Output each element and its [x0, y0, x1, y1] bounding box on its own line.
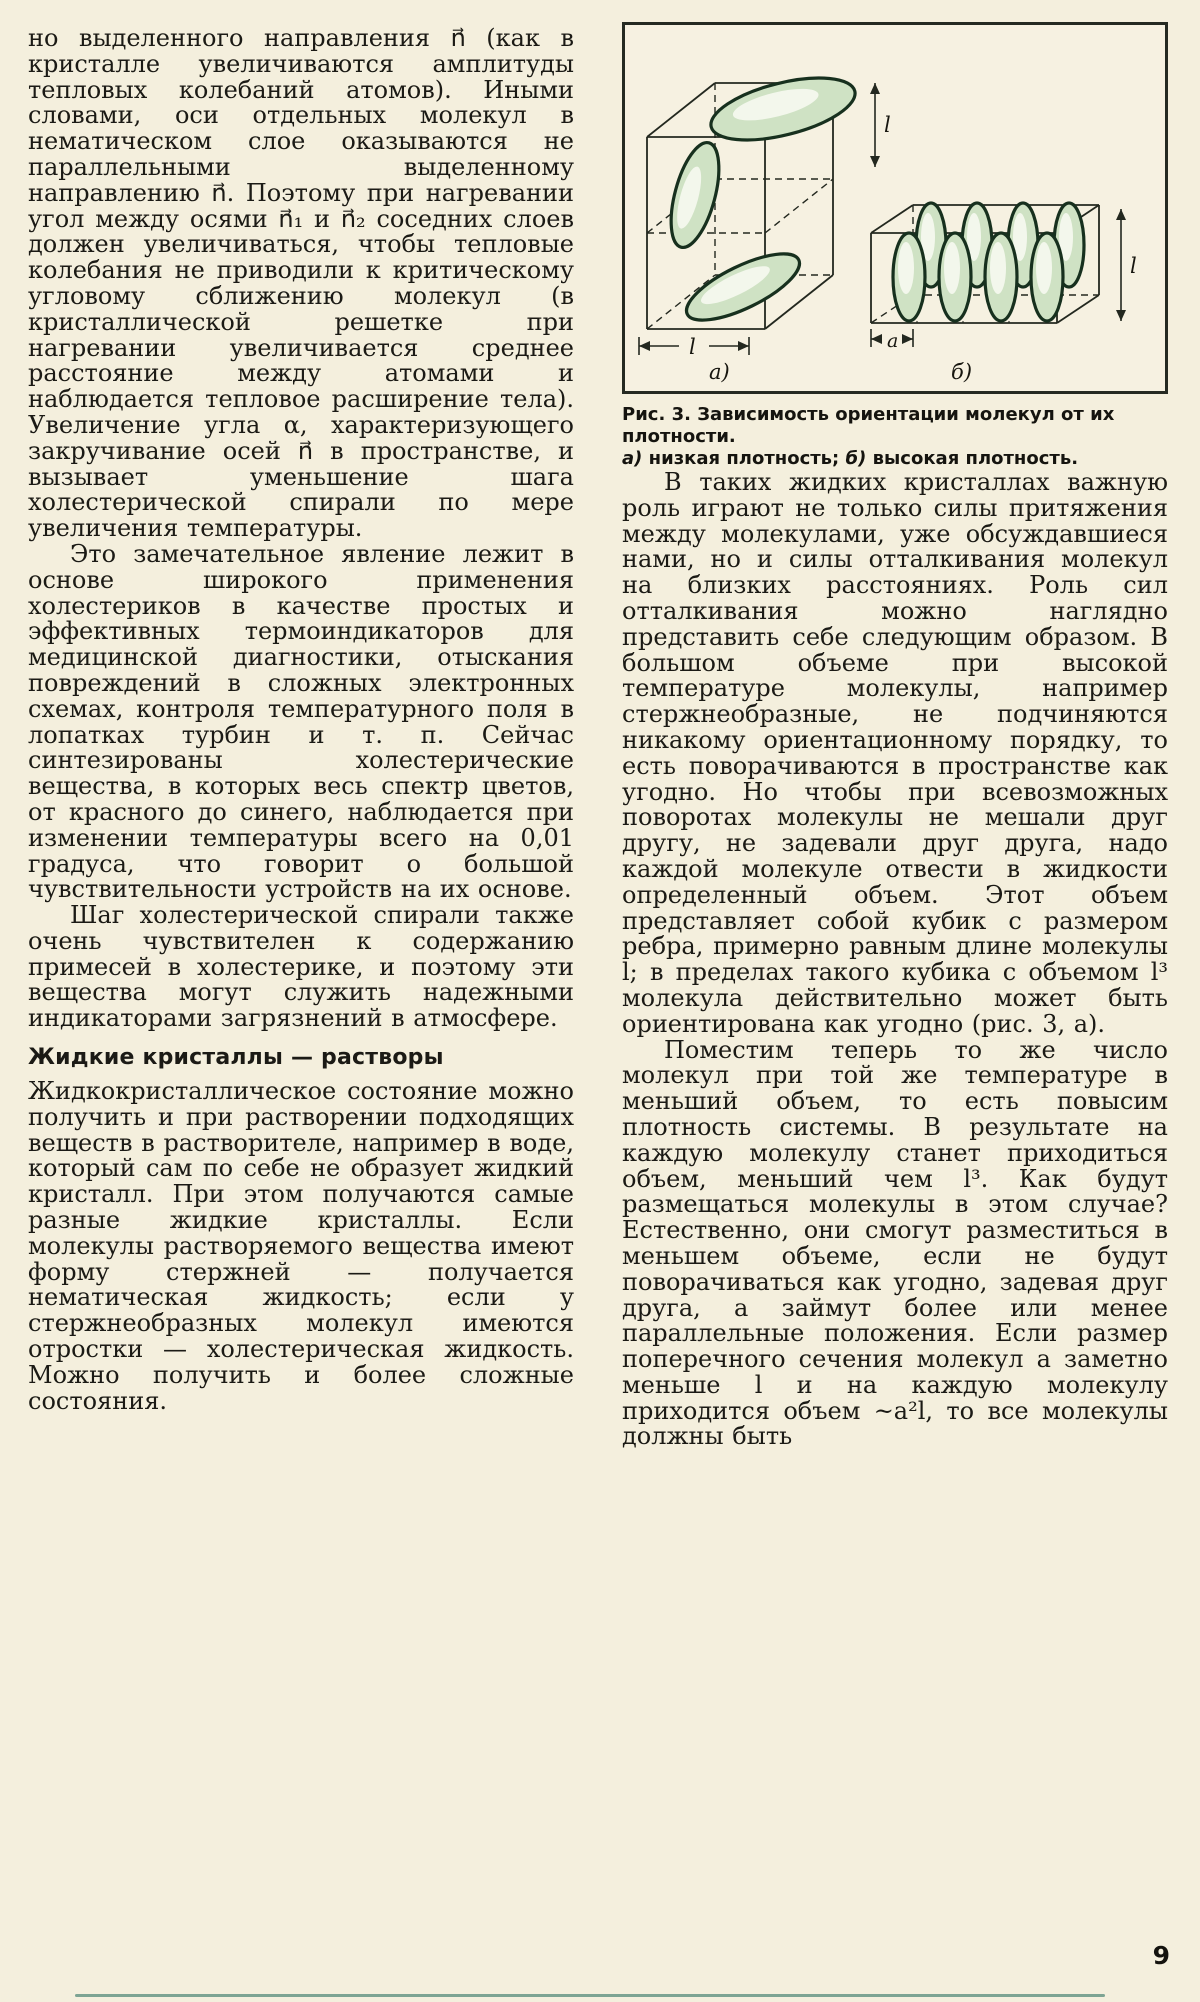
- molecule-ellipsoid: [985, 233, 1017, 321]
- figure-caption-label-b: б): [845, 448, 867, 469]
- page-bottom-scan-line: [75, 1994, 1105, 1997]
- right-column: [622, 22, 1168, 1450]
- paragraph: Это замечательное явление лежит в основе широкого применения холестериков в качестве простых и эффективных термоиндикаторов для медицинской диагностики, отыскания повреждений в сложных электронных схемах, контроля температурного поля в лопатках турбин и т. п. Сейчас синтезированы холестерические вещества, в которых весь спектр цветов, от красного до синего, наблюдается при изменении температуры всего на 0,01 градуса, что говорит о большой чувствительности устройств на их основе.: [28, 539, 574, 904]
- dimension-a: [871, 329, 913, 352]
- figure-caption-text-a: низкая плотность;: [648, 448, 840, 469]
- figure-caption-label-a: а): [622, 448, 643, 469]
- dimension-label-l: l: [1130, 254, 1137, 278]
- paragraph: В таких жидких кристаллах важную роль играют не только силы притяжения между молекулами, уже обсуждавшиеся нами, но и силы отталкивания молекул на близких расстояниях. Роль сил отталкивания можно наглядно представить себе следующим образом. В большом объеме при высокой температуре молекулы, например стержнеобразные, не подчиняются никакому ориентационному порядку, то есть поворачиваются в пространстве как угодно. Но чтобы при всевозможных поворотах молекулы не мешали друг другу, не задевали друг друга, надо каждой молекуле отвести в жидкости определенный объем. Этот объем представляет собой кубик с размером ребра, примерно равным длине молекулы l; в пределах такого кубика с объемом l³ молекула действительно может быть ориентирована как угодно (рис. 3, а).: [622, 468, 1168, 1038]
- paragraph: но выделенного направления n⃗ (как в кристалле увеличиваются амплитуды тепловых колебаний атомов). Иными словами, оси отдельных молекул в нематическом слое оказываются не параллельными выделенному направлению n⃗. Поэтому при нагревании угол между осями n⃗₁ и n⃗₂ соседних слоев должен увеличиваться, чтобы тепловые колебания не приводили к критическому угловому сближению молекул (в кристаллической решетке при нагревании увеличивается среднее расстояние между атомами и наблюдается тепловое расширение тела). Увеличение угла α, характеризующего закручивание осей n⃗ в пространстве, и вызывает уменьшение шага холестерической спирали по мере увеличения температуры.: [28, 24, 574, 543]
- paragraph: Шаг холестерической спирали также очень чувствителен к содержанию примесей в холестерике, и поэтому эти вещества могут служить надежными индикаторами загрязнений в атмосфере.: [28, 901, 574, 1033]
- page-number: 9: [1152, 1941, 1170, 1970]
- dimension-l-top: [870, 83, 891, 167]
- dimension-l-bottom: [639, 335, 749, 359]
- molecule-ellipsoid: [939, 233, 971, 321]
- dimension-label-l: l: [884, 113, 891, 137]
- molecule-ellipsoid: [893, 233, 925, 321]
- figure-3-drawing: [625, 25, 1165, 391]
- figure-frame: [622, 22, 1168, 394]
- molecule-ellipsoid: [705, 66, 861, 152]
- figure-caption-legend: [622, 448, 1168, 470]
- figure-caption-title: Рис. 3. Зависимость ориентации молекул от их плотности.: [622, 404, 1115, 447]
- figure-caption-text-b: высокая плотность.: [872, 448, 1079, 469]
- molecule-ellipsoid: [1031, 233, 1063, 321]
- dimension-label-a: a: [887, 330, 899, 352]
- molecule-ellipsoid: [678, 241, 808, 333]
- molecule-ellipsoid: [662, 138, 729, 253]
- paragraph: Жидкокристаллическое состояние можно получить и при растворении подходящих веществ в растворителе, например в воде, который сам по себе не образует жидкий кристалл. При этом получаются самые разные жидкие кристаллы. Если молекулы растворяемого вещества имеют форму стержней — получается нематическая жидкость; если у стержнеобразных молекул имеются отростки — холестерическая жидкость. Можно получить и более сложные состояния.: [28, 1077, 574, 1415]
- panel-label-a: а): [709, 360, 730, 384]
- paragraph: Поместим теперь то же число молекул при той же температуре в меньший объем, то есть повысим плотность системы. В результате на каждую молекулу станет приходиться объем, меньший чем l³. Как будут размещаться молекулы в этом случае? Естественно, они смогут разместиться в меньшем объеме, если не будут поворачиваться как угодно, задевая друг друга, а займут более или менее параллельные положения. Если размер поперечного сечения молекул a заметно меньше l и на каждую молекулу приходится объем ~a²l, то все молекулы должны быть: [622, 1035, 1168, 1451]
- figure-caption: [622, 404, 1168, 470]
- panel-label-b: б): [951, 360, 973, 384]
- left-column: [28, 26, 574, 1414]
- figure-3: [622, 22, 1168, 470]
- dimension-label-l: l: [689, 335, 696, 359]
- section-heading: Жидкие кристаллы — растворы: [28, 1045, 444, 1071]
- dimension-l-right: [1116, 209, 1137, 321]
